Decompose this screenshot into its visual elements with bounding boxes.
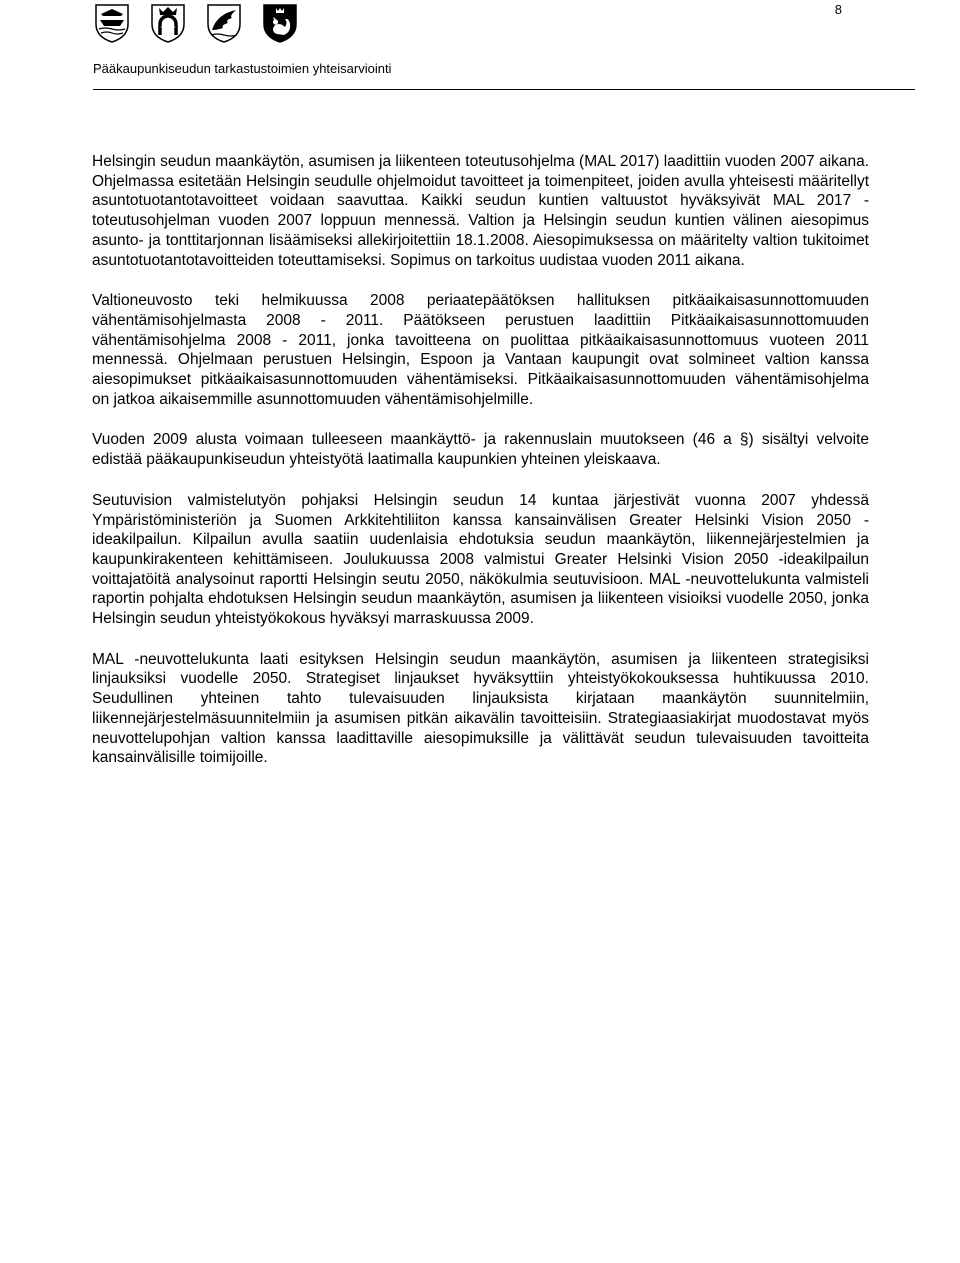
document-subtitle: Pääkaupunkiseudun tarkastustoimien yhteisarviointi bbox=[93, 61, 392, 76]
page-header bbox=[0, 0, 960, 95]
header-divider bbox=[93, 89, 915, 90]
body-text bbox=[92, 152, 869, 789]
espoo-crest-icon bbox=[149, 2, 187, 44]
paragraph: Seutuvision valmistelutyön pohjaksi Helsingin seudun 14 kuntaa järjestivät vuonna 2007 yhdessä Ympäristöministeriön ja Suomen Arkkitehtiliiton kanssa kansainvälisen Greater Helsinki Vision 2050 -ideakilpailun. Kilpailun avulla saatiin uudenlaisia ehdotuksia seudun maankäytön, liikennejärjestelmien ja kaupunkirakenteen kehittämiseen. Joulukuussa 2008 valmistui Greater Helsinki Vision 2050 -ideakilpailun voittajatöitä analysoinut raportti Helsingin seutu 2050, näkökulmia seutuvisioon. MAL -neuvottelukunta valmisteli raportin pohjalta ehdotuksen Helsingin seudun maankäytön, asumisen ja liikenteen visioiksi vuodelle 2050, jonka Helsingin seudun yhteistyökokous hyväksyi marraskuussa 2009. bbox=[92, 491, 869, 628]
helsinki-crest-icon bbox=[93, 2, 131, 44]
municipal-crests bbox=[93, 2, 299, 44]
paragraph: Valtioneuvosto teki helmikuussa 2008 periaatepäätöksen hallituksen pitkäaikaisasunnottomuuden vähentämisohjelmasta 2008 - 2011. Päätökseen perustuen laadittiin Pitkäaikaisasunnottomuuden vähentämisohjelma 2008 - 2011, jonka tavoitteena on puolittaa pitkäaikaisasunnottomuus vuoteen 2011 mennessä. Ohjelmaan perustuen Helsingin, Espoon ja Vantaan kaupungit ovat solmineet valtion kanssa aiesopimukset pitkäaikaisasunnottomuuden vähentämiseksi. Pitkäaikaisasunnottomuuden vähentämisohjelma on jatkoa aikaisemmille asunnottomuuden vähentämisohjelmille. bbox=[92, 292, 869, 408]
paragraph: MAL -neuvottelukunta laati esityksen Helsingin seudun maankäytön, asumisen ja liikenteen strategisiksi linjauksiksi vuodelle 2050. Strategiset linjaukset hyväksyttiin yhteistyökokouksessa huhtikuussa 2010. Seudullinen yhteinen tahto tulevaisuuden linjauksista kirjataan maankäytön suunnitelmiin, liikennejärjestelmäsuunnitelmiin ja asumisen pitkän aikavälin tavoitteisiin. Strategiaasiakirjat muodostavat myös neuvottelupohjan valtion kanssa laadittaville aiesopimuksille ja välittävät seudun tulevaisuuden tavoitteita kansainvälisille toimijoille. bbox=[92, 650, 869, 767]
paragraph: Vuoden 2009 alusta voimaan tulleeseen maankäyttö- ja rakennuslain muutokseen (46 a §) sisältyi velvoite edistää pääkaupunkiseudun yhteistyötä laatimalla kaupunkien yhteinen yleiskaava. bbox=[92, 431, 869, 469]
vantaa-crest-icon bbox=[205, 2, 243, 44]
paragraph: Helsingin seudun maankäytön, asumisen ja liikenteen toteutusohjelma (MAL 2017) laadittiin vuoden 2007 aikana. Ohjelmassa esitetään Helsingin seudulle ohjelmoidut tavoitteet ja toimenpiteet, joiden avulla yhteisesti määritellyt asuntotuotantotavoitteet voidaan saavuttaa. Kaikki seudun kuntien valtuustot hyväksyivät MAL 2017 -toteutusohjelman vuoden 2007 loppuun mennessä. Valtion ja Helsingin seudun kuntien välinen aiesopimus asunto- ja tonttitarjonnan lisäämiseksi allekirjoitettiin 18.1.2008. Aiesopimuksessa on määritelty valtion tukitoimet asuntotuotantotavoitteiden toteuttamiseksi. Sopimus on tarkoitus uudistaa vuoden 2011 aikana. bbox=[92, 153, 869, 269]
kauniainen-crest-icon bbox=[261, 2, 299, 44]
page-number: 8 bbox=[834, 2, 842, 17]
